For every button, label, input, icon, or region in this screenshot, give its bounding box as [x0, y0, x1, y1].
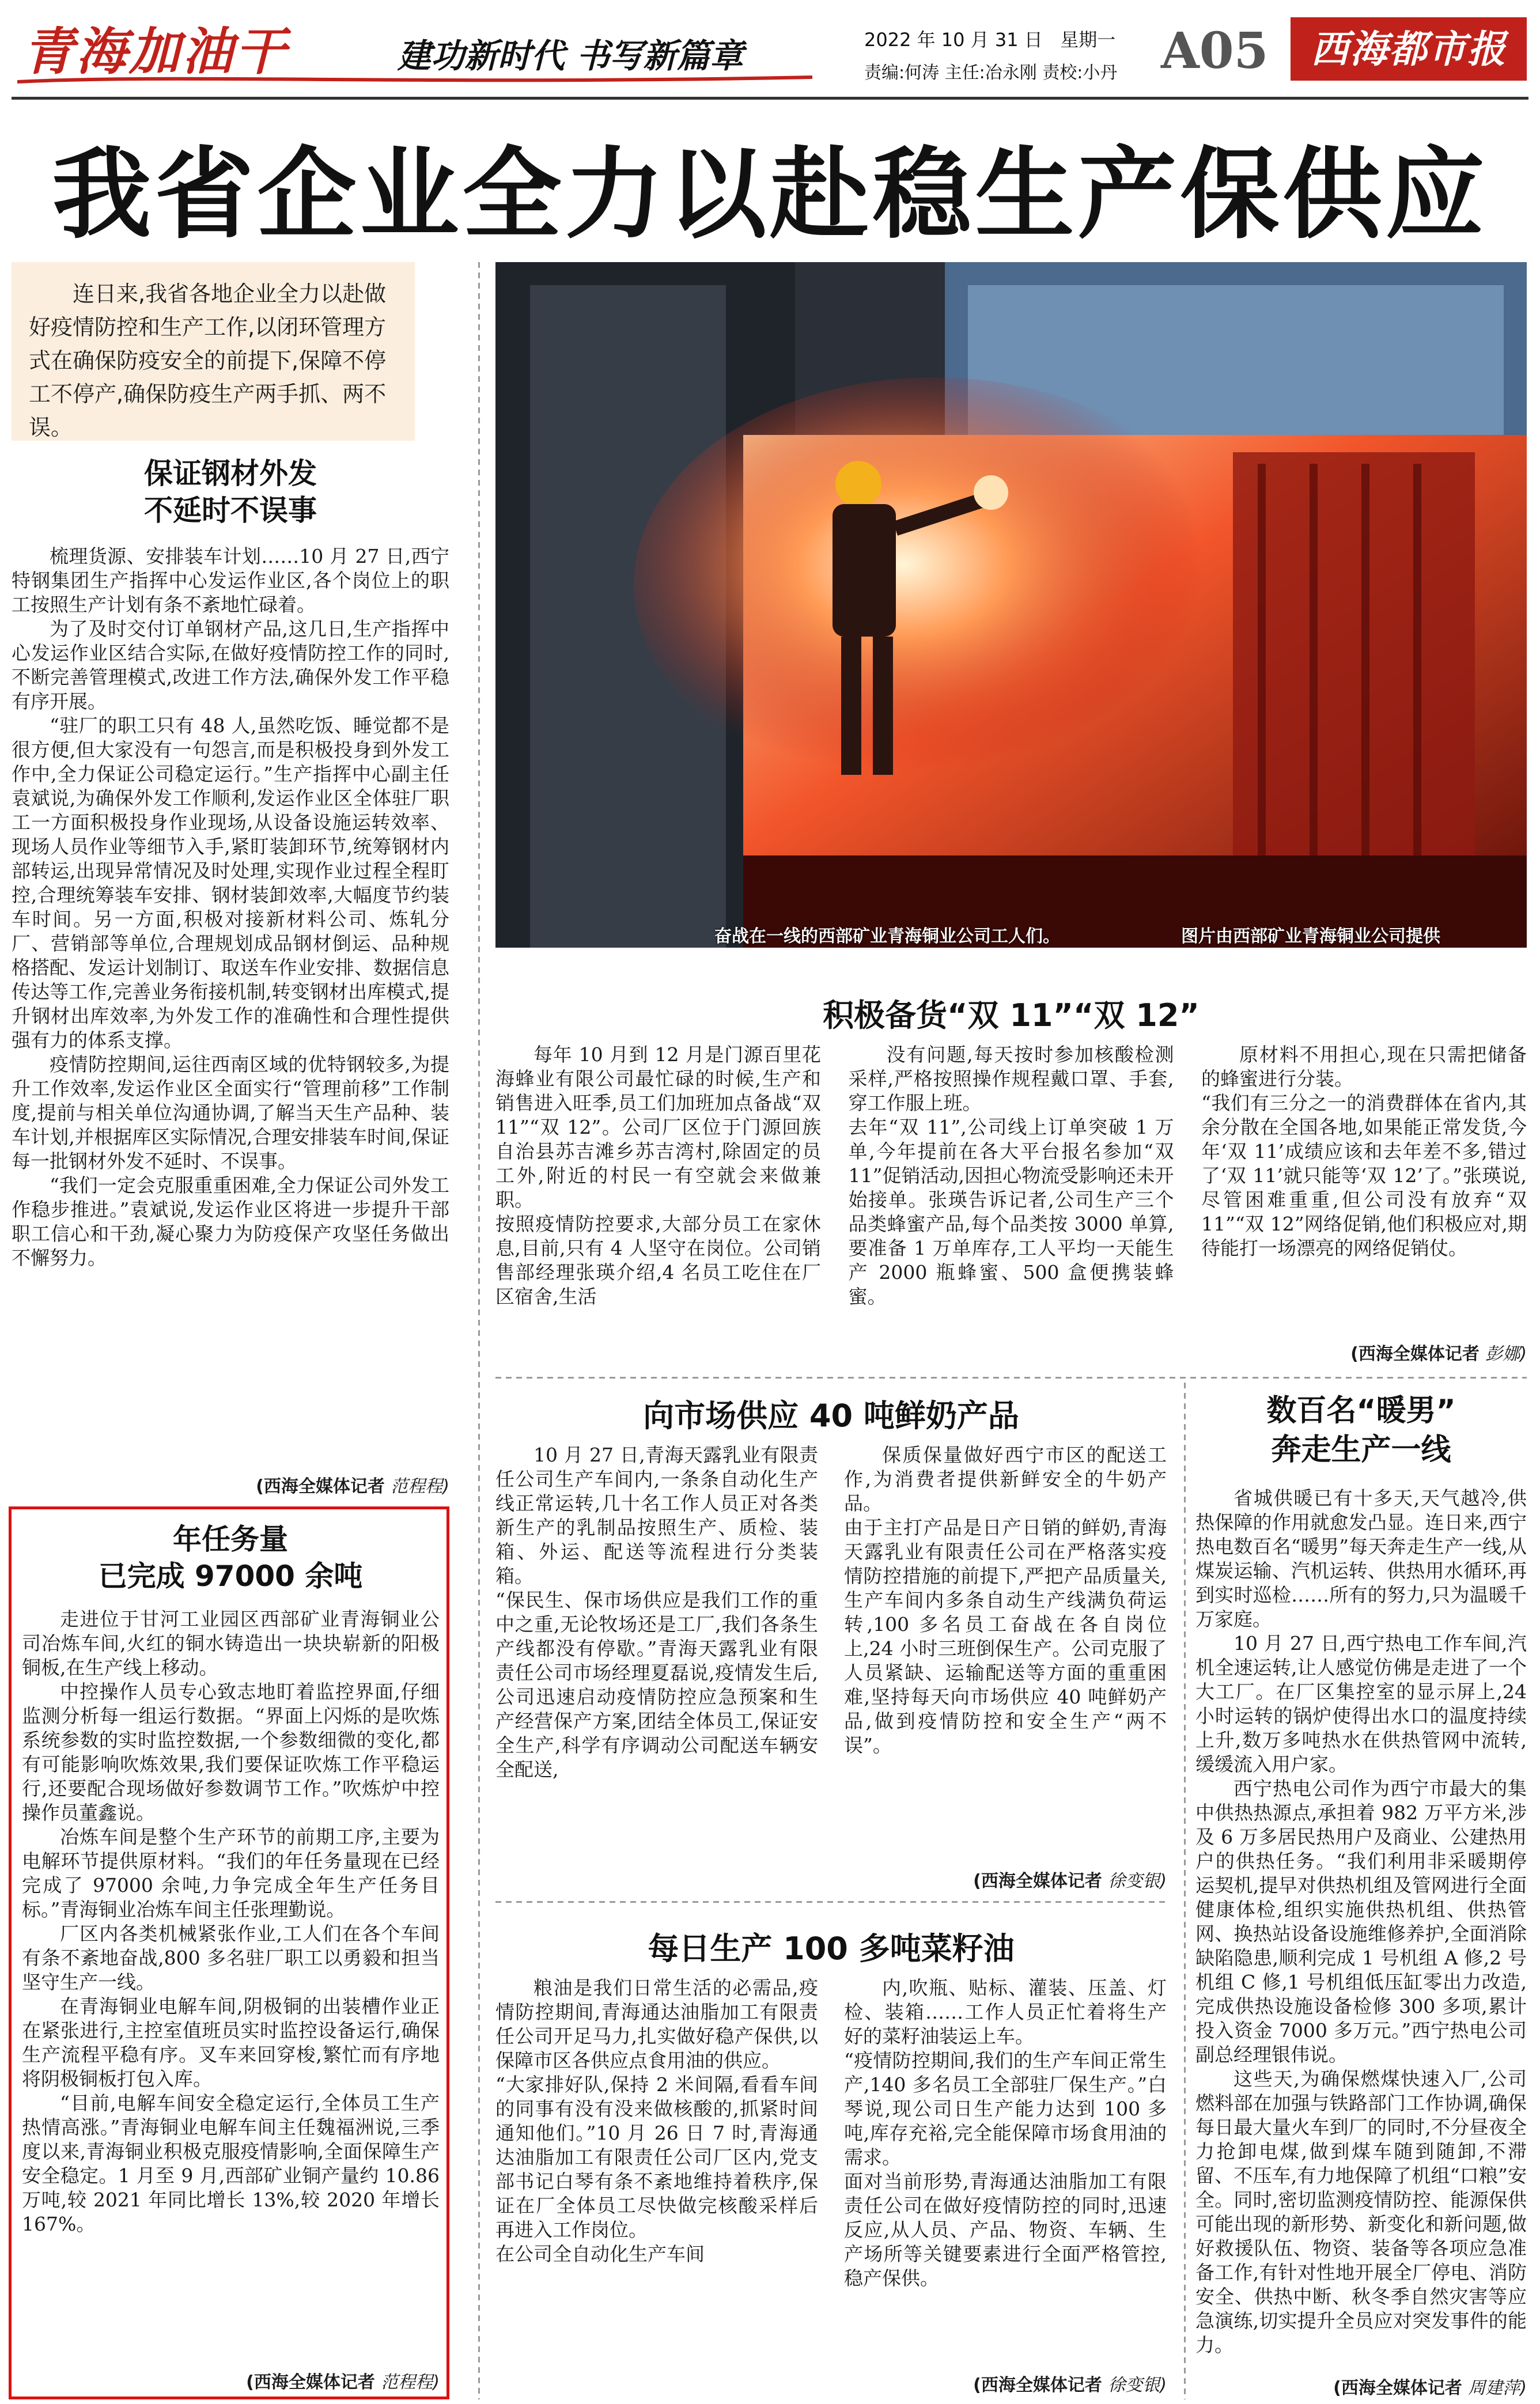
- milk-col-2: 保质保量做好西宁市区的配送工作,为消费者提供新鲜安全的牛奶产品。 由于主打产品是日产日销的鲜奶,青海天露乳业有限责任公司在严格落实疫情防控措施的前提下,严把产品质量关,生产车间内多条自动生产线满负荷运转,100 多名员工奋战在各自岗位上,24 小时三班倒保生产。公司克服了人员紧缺、运输配送等方面的重重困难,坚持每天向市场供应 40 吨鲜奶产品,做到疫情防控和安全生产“两不误”。: [844, 1444, 1167, 1756]
- heat-byline-reporter: 周建萍): [1468, 2378, 1527, 2398]
- copper-paragraph: “目前,电解车间安全稳定运行,全体员工生产热情高涨。”青海铜业电解车间主任魏福洲说,三季度以来,青海铜业积极克服疫情影响,全面保障生产安全稳定。1 月至 9 月,西部矿业铜产量约 10.86 万吨,较 2021 年同比增长 13%,较 2020 年增长 167%。: [22, 2092, 440, 2235]
- steel-paragraph: 疫情防控期间,运往西南区域的优特钢较多,为提升工作效率,发运作业区全面实行“管理前移”工作制度,提前与相关单位沟通协调,了解当天生产品种、装车计划,并根据库区实际情况,合理安排装车时间,保证每一批钢材外发不延时、不误事。: [12, 1053, 449, 1172]
- editors-line: 责编:何涛 主任:冶永刚 责校:小丹: [864, 63, 1118, 83]
- copper-paragraph: 冶炼车间是整个生产环节的前期工序,主要为电解环节提供原材料。“我们的年任务量现在已经完成了 97000 余吨,力争完成全年生产任务目标。”青海铜业冶炼车间主任张理勤说。: [22, 1826, 440, 1921]
- copper-byline: [22, 2368, 440, 2393]
- copper-byline-reporter: 范程程): [381, 2372, 440, 2392]
- honey-byline-reporter: 彭娜): [1485, 1344, 1527, 1364]
- steel-paragraph: 梳理货源、安排装车计划……10 月 27 日,西宁特钢集团生产指挥中心发运作业区,各个岗位上的职工按照生产计划有条不紊地忙碌着。: [12, 545, 449, 616]
- column-brand: [17, 12, 744, 81]
- heat-article-body: [1195, 1486, 1527, 2357]
- copper-title-line2: 已完成 97000 余吨: [98, 1559, 363, 1593]
- lead-paragraph: 连日来,我省各地企业全力以赴做好疫情防控和生产工作,以闭环管理方式在确保防疫安全的前提下,保障不停工不停产,确保防疫生产两手抓、两不误。: [12, 262, 415, 441]
- page-headline: 我省企业全力以赴稳生产保供应: [52, 137, 1488, 252]
- milk-article-body: [495, 1443, 1167, 1782]
- heat-byline: [1195, 2373, 1527, 2399]
- column-divider: [1184, 1383, 1186, 2399]
- oil-byline: [844, 2371, 1167, 2396]
- oil-article-title: 每日生产 100 多吨菜籽油: [648, 1930, 1015, 1967]
- honey-col-1: 每年 10 月到 12 月是门源百里花海蜂业有限公司最忙碌的时候,生产和销售进入旺季,员工们加班加点备战“双 11”“双 12”。公司厂区位于门源回族自治县苏吉滩乡苏吉湾村,除固定的员工外,附近的村民一有空就会来做兼职。 按照疫情防控要求,大部分员工在家休息,目前,只有 4 人坚守在岗位。公司销售部经理张瑛介绍,4 名员工吃住在厂区宿舍,生活: [495, 1043, 821, 1308]
- section-divider: [495, 1377, 1527, 1379]
- steel-byline: [12, 1472, 449, 1497]
- oil-byline-org: (西海全媒体记者: [973, 2375, 1102, 2395]
- steel-paragraph: 为了及时交付订单钢材产品,这几日,生产指挥中心发运作业区结合实际,在做好疫情防控工作的同时,不断完善管理模式,改进工作方法,确保外发工作平稳有序开展。: [12, 618, 449, 713]
- milk-article-title: 向市场供应 40 吨鲜奶产品: [643, 1398, 1019, 1434]
- steel-title-line2: 不延时不误事: [144, 494, 317, 527]
- heat-byline-org: (西海全媒体记者: [1333, 2378, 1462, 2398]
- steel-byline-reporter: 范程程): [391, 1477, 449, 1497]
- copper-paragraph: 走进位于甘河工业园区西部矿业青海铜业公司冶炼车间,火红的铜水铸造出一块块崭新的阳极铜板,在生产线上移动。: [22, 1608, 440, 1679]
- milk-col-1: 10 月 27 日,青海天露乳业有限责任公司生产车间内,一条条自动化生产线正常运转,几十名工作人员正对各类新生产的乳制品按照生产、质检、装箱、外运、配送等流程进行分类装箱。 “保民生、保市场供应是我们工作的重中之重,无论牧场还是工厂,我们各条生产线都没有停歇。”青海天露乳业有限责任公司市场经理夏磊说,疫情发生后,公司迅速启动疫情防控应急预案和生产经营保产方案,团结全体员工,保证安全生产,科学有序调动公司配送车辆安全配送,: [495, 1444, 818, 1781]
- column-slogan: 建功新时代 书写新篇章: [398, 36, 744, 75]
- honey-col-3: 原材料不用担心,现在只需把储备的蜂蜜进行分装。 “我们有三分之一的消费群体在省内,其余分散在全国各地,如果能正常发货,今年‘双 11’成绩应该和去年差不多,错过了‘双 11’就只能等‘双 12’了。”张瑛说,尽管困难重重,但公司没有放弃“双 11”“双 12”网络促销,他们积极应对,期待能打一场漂亮的网络促销仗。: [1201, 1043, 1527, 1259]
- copper-byline-org: (西海全媒体记者: [246, 2372, 375, 2392]
- column-brand-title: 青海加油干: [23, 21, 289, 81]
- honey-byline: [1201, 1339, 1527, 1365]
- factory-photo: [495, 262, 1527, 948]
- honey-article-title: 积极备货“双 11”“双 12”: [823, 997, 1200, 1033]
- steel-article-title: [12, 455, 449, 529]
- copper-title-line1: 年任务量: [173, 1523, 288, 1556]
- oil-byline-reporter: 徐变银): [1108, 2375, 1167, 2395]
- issue-weekday: 星期一: [1060, 29, 1116, 51]
- heat-paragraph: 这些天,为确保燃煤快速入厂,公司燃料部在加强与铁路部门工作协调,确保每日最大量火车到厂的同时,不分昼夜全力抢卸电煤,做到煤车随到随卸,不滞留、不压车,有力地保障了机组“口粮”安全。同时,密切监测疫情防控、能源保供可能出现的新形势、新变化和新问题,做好救援队伍、物资、装备等各项应急准备工作,有针对性地开展全厂停电、消防安全、供热中断、秋冬季自然灾害等应急演练,切实提升全员应对突发事件的能力。: [1195, 2068, 1527, 2356]
- copper-paragraph: 中控操作人员专心致志地盯着监控界面,仔细监测分析每一组运行数据。“界面上闪烁的是吹炼系统参数的实时监控数据,一个参数细微的变化,都有可能影响吹炼效果,我们要保证吹炼工作平稳运行,还要配合现场做好参数调节工作。”吹炼炉中控操作员董鑫说。: [22, 1680, 440, 1824]
- copper-article-title: [12, 1521, 449, 1595]
- heat-title-line2: 奔走生产一线: [1271, 1433, 1451, 1467]
- copper-article-body: [22, 1607, 440, 2236]
- photo-caption: 奋战在一线的西部矿业青海铜业公司工人们。: [714, 926, 1060, 947]
- honey-col-2: 没有问题,每天按时参加核酸检测采样,严格按照操作规程戴口罩、手套,穿工作服上班。 去年“双 11”,公司线上订单突破 1 万单,今年提前在各大平台报名参加“双 11”促销活动,因担心物流受影响还未开始接单。张瑛告诉记者,公司生产三个品类蜂蜜产品,每个品类按 3000 单算,要准备 1 万单库存,工人平均一天能生产 2000 瓶蜂蜜、500 盒便携装蜂蜜。: [848, 1043, 1174, 1308]
- masthead-rule: [12, 97, 1528, 100]
- photo-credit: 图片由西部矿业青海铜业公司提供: [1181, 926, 1440, 947]
- oil-col-2: 内,吹瓶、贴标、灌装、压盖、灯检、装箱……工作人员正忙着将生产好的菜籽油装运上车。 “疫情防控期间,我们的生产车间正常生产,140 多名员工全部驻厂保生产。”白琴说,现公司日生产能力达到 100 多吨,库存充裕,完全能保障市场食用油的需求。 面对当前形势,青海通达油脂加工有限责任公司在做好疫情防控的同时,迅速反应,从人员、产品、物资、车辆、生产场所等关键要素进行全面严格管控,稳产保供。: [844, 1977, 1167, 2289]
- steel-title-line1: 保证钢材外发: [144, 457, 317, 490]
- heat-paragraph: 省城供暖已有十多天,天气越冷,供热保障的作用就愈发凸显。连日来,西宁热电数百名“暖男”每天奔走生产一线,从煤炭运输、汽机运转、供热用水循环,再到实时巡检……所有的努力,只为温暖千万家庭。: [1195, 1487, 1527, 1630]
- copper-paragraph: 厂区内各类机械紧张作业,工人们在各个车间有条不紊地奋战,800 多名驻厂职工以勇毅和担当坚守生产一线。: [22, 1922, 440, 1993]
- honey-article-body: [495, 1043, 1527, 1309]
- steel-article-body: [12, 544, 449, 1270]
- issue-date: 2022 年 10 月 31 日: [864, 29, 1043, 51]
- issue-meta: [864, 23, 1117, 90]
- copper-paragraph: 在青海铜业电解车间,阴极铜的出装槽作业正在紧张进行,主控室值班员实时监控设备运行,确保生产流程平稳有序。叉车来回穿梭,繁忙而有序地将阴极铜板打包入库。: [22, 1995, 440, 2090]
- section-divider: [495, 1901, 1167, 1903]
- milk-byline-org: (西海全媒体记者: [973, 1871, 1102, 1891]
- oil-col-1: 粮油是我们日常生活的必需品,疫情防控期间,青海通达油脂加工有限责任公司开足马力,扎实做好稳产保供,以保障市区各供应点食用油的供应。 “大家排好队,保持 2 米间隔,看看车间的同事有没有没来做核酸的,抓紧时间通知他们。”10 月 26 日 7 时,青海通达油脂加工有限责任公司厂区内,党支部书记白琴有条不紊地维持着秩序,保证在厂全体员工尽快做完核酸采样后再进入工作岗位。 在公司全自动化生产车间: [495, 1977, 818, 2265]
- brand-wave-decoration: [17, 75, 812, 84]
- paper-logo: 西海都市报: [1291, 17, 1527, 81]
- steel-paragraph: “驻厂的职工只有 48 人,虽然吃饭、睡觉都不是很方便,但大家没有一句怨言,而是积极投身到外发工作中,全力保证公司稳定运行。”生产指挥中心副主任袁斌说,为确保外发工作顺利,发运作业区全体驻厂职工一方面积极投身作业现场,从设备设施运转效率、现场人员作业等细节入手,紧盯装卸环节,统筹钢材内部转运,出现异常情况及时处理,实现作业过程全程盯控,合理统筹装车安排、钢材装卸效率,大幅度节约装车时间。另一方面,积极对接新材料公司、炼轧分厂、营销部等单位,合理规划成品钢材倒运、品种规格搭配、发运计划制订、取送车作业安排、数据信息传达等工作,完善业务衔接机制,转变钢材出库模式,提升钢材出库效率,为外发工作的准确性和合理性提供强有力的体系支撑。: [12, 714, 449, 1051]
- milk-byline: [844, 1867, 1167, 1892]
- heat-paragraph: 10 月 27 日,西宁热电工作车间,汽机全速运转,让人感觉仿佛是走进了一个大工厂。在厂区集控室的显示屏上,24 小时运转的锅炉使得出水口的温度持续上升,数万多吨热水在供热管网中流转,缓缓流入用户家。: [1195, 1632, 1527, 1775]
- column-divider: [478, 262, 480, 2399]
- heat-title-line1: 数百名“暖男”: [1266, 1394, 1456, 1428]
- steel-byline-org: (西海全媒体记者: [256, 1477, 385, 1497]
- steel-paragraph: “我们一定会克服重重困难,全力保证公司外发工作稳步推进。”袁斌说,发运作业区将进一步提升干部职工信心和干劲,凝心聚力为防疫保产攻坚任务做出不懈努力。: [12, 1174, 449, 1269]
- milk-byline-reporter: 徐变银): [1108, 1871, 1167, 1891]
- heat-paragraph: 西宁热电公司作为西宁市最大的集中供热热源点,承担着 982 万平方米,涉及 6 万多居民热用户及商业、公建热用户的供热任务。“我们利用非采暖期停运契机,提早对供热机组及管网进行全面健康体检,组织实施供热机组、供热管网、换热站设备设施维修养护,全面消除缺陷隐患,顺利完成 1 号机组 A 修,2 号机组 C 修,1 号机组低压缸零出力改造,完成供热设施设备检修 300 多项,累计投入资金 7000 多万元。”西宁热电公司副总经理银伟说。: [1195, 1777, 1527, 2066]
- heat-article-title: [1195, 1391, 1527, 1470]
- page-number: A05: [1161, 22, 1269, 80]
- honey-byline-org: (西海全媒体记者: [1350, 1344, 1480, 1364]
- oil-article-body: [495, 1976, 1167, 2291]
